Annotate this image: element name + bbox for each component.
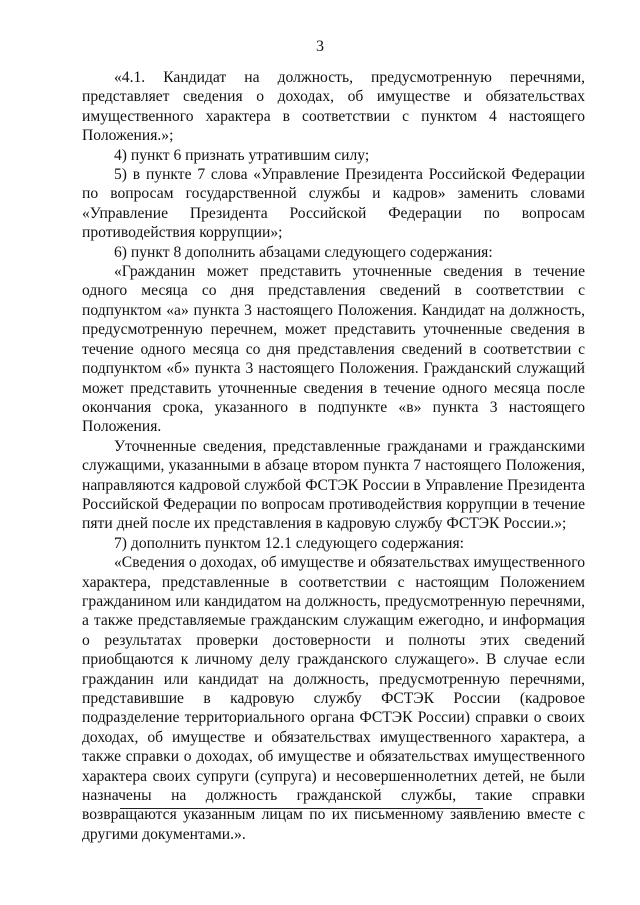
paragraph-12-1-content: «Сведения о доходах, об имуществе и обязательствах имущественного характера, представленные в соответствии с настоящим Положением гражданином или кандидатом на должность, предусмотренную перечнями, а также представляемые гражданским служащим ежегодно, и информация о результатах проверки достоверности и полноты этих сведений приобщаются к личному делу гражданского служащего». В случае если гражданин или кандидат на должность, предусмотренную перечнями, представившие в кадровую службу ФСТЭК России (кадровое подразделение территориального органа ФСТЭК России) справки о своих доходах, об имуществе и обязательствах имущественного характера, а также справки о доходах, об имуществе и обязательствах имущественного характера своих супруги (супруга) и несовершеннолетних детей, не были назначены на должность гражданской службы, такие справки возвращаются указанным лицам по их письменному заявлению вместе с другими документами.». — [82, 554, 585, 843]
footer-divider — [120, 808, 483, 809]
page-number: 3 — [316, 38, 324, 55]
paragraph-item-6: 6) пункт 8 дополнить абзацами следующего содержания: — [114, 243, 493, 261]
document-body — [82, 68, 585, 844]
paragraph-item-7: 7) дополнить пунктом 12.1 следующего содержания: — [114, 534, 465, 552]
paragraph-4-1: «4.1. Кандидат на должность, предусмотренную перечнями, представляет сведения о доходах, об имуществе и обязательствах имущественного характера в соответствии с пунктом 4 настоящего Положения.»; — [82, 69, 585, 145]
paragraph-item-4: 4) пункт 6 признать утратившим силу; — [114, 146, 370, 164]
paragraph-item-5: 5) в пункте 7 слова «Управление Президента Российской Федерации по вопросам государственной службы и кадров» заменить словами «Управление Президента Российской Федерации по вопросам противодействия коррупции»; — [82, 166, 585, 242]
paragraph-clarified-info-sending: Уточненные сведения, представленные гражданами и гражданскими служащими, указанными в абзаце втором пункта 7 настоящего Положения, направляются кадровой службой ФСТЭК России в Управление Президента Российской Федерации по вопросам противодействия коррупции в течение пяти дней после их представления в кадровую службу ФСТЭК России.»; — [82, 437, 585, 533]
paragraph-clarified-info: «Гражданин может представить уточненные сведения в течение одного месяца со дня представления сведений в соответствии с подпунктом «а» пункта 3 настоящего Положения. Кандидат на должность, предусмотренную перечнем, может представить уточненные сведения в течение одного месяца со дня представления сведений в соответствии с подпунктом «б» пункта 3 настоящего Положения. Гражданский служащий может представить уточненные сведения в течение одного месяца после окончания срока, указанного в подпункте «в» пункта 3 настоящего Положения. — [82, 263, 585, 436]
